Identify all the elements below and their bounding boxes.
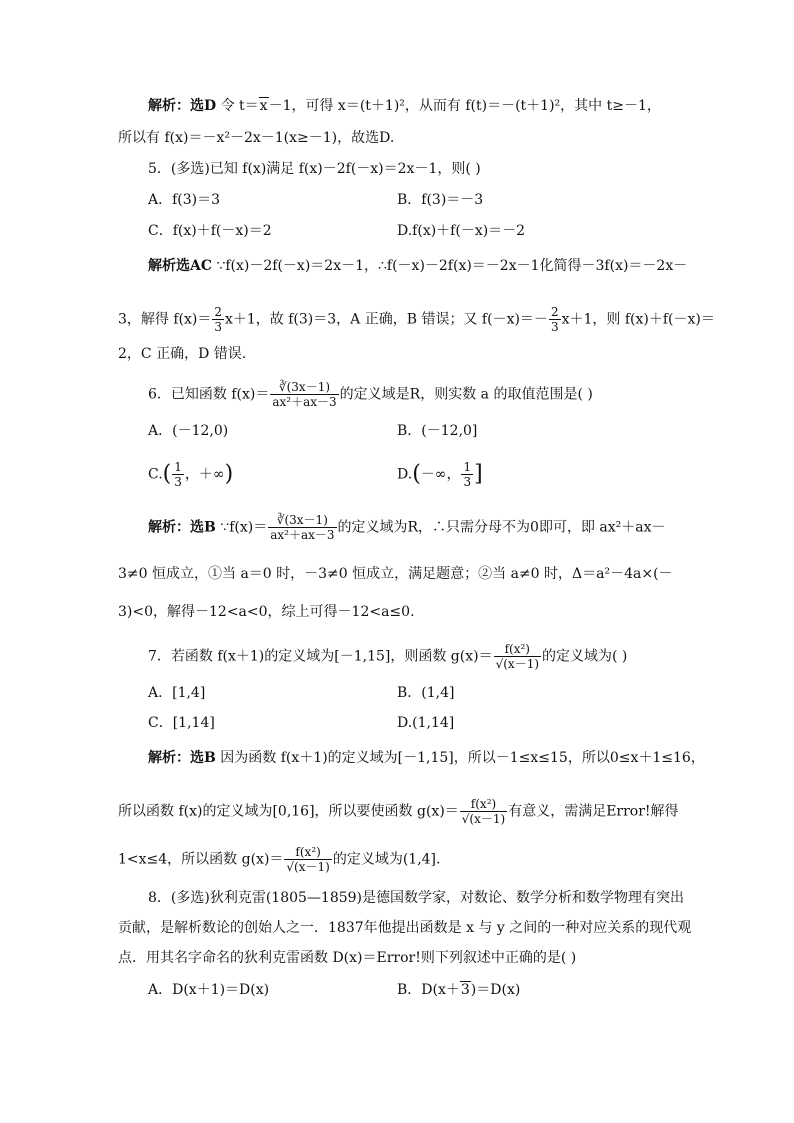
problem-5-option-c: C．f(x)＋f(－x)＝2	[148, 223, 272, 239]
solution-7-line-3: 1<x≤4，所以函数 g(x)＝ $\frac{\text{f(x²)}}{√(x-1)}$ 的定义域为(1,4].	[118, 845, 441, 874]
problem-5-option-d: D.f(x)＋f(－x)＝－2	[397, 223, 526, 239]
solution-7-line-2: 所以函数 f(x)的定义域为[0,16]，所以要使函数 g(x)＝ $\frac{\text{f(x²)}}{√(x-1)}$ 有意义，需满足Error!解得	[118, 797, 679, 826]
solution-5-line-2: 3，解得 f(x)＝ $\frac{2}{3}$ x＋1，故 f(3)＝3，A 正确，B 错误；又 f(－x)＝－ $\frac{2}{3}$ x＋1，则 f(x)＋f(－x)＝	[118, 305, 715, 334]
problem-7-option-a: A．[1,4]	[148, 685, 206, 701]
problem-6-stem: 6．已知函数 f(x)＝ $\frac{∛(3x-1)}{\text{ax²＋ax－3}}$ 的定义域是R，则实数 a 的取值范围是( )	[148, 380, 593, 409]
problem-6-option-a: A．(－12,0)	[148, 423, 229, 439]
problem-8-line-1: 8．(多选)狄利克雷(1805—1859)是德国数学家，对数论、数学分析和数学物理有突出	[148, 890, 685, 906]
problem-7-option-b: B．(1,4]	[397, 685, 455, 701]
problem-8-line-2: 贡献，是解析数论的创始人之一．1837年他提出函数是 x 与 y 之间的一种对应关系的现代观	[118, 920, 692, 936]
problem-7-option-d: D.(1,14]	[397, 715, 455, 731]
solution-5-line-1: 解析选AC ∵f(x)－2f(－x)＝2x－1，∴f(－x)－2f(x)＝－2x－1化简得－3f(x)＝－2x－	[148, 258, 688, 274]
problem-6-option-c: C.( $\frac{1}{3}$ ，＋∞)	[148, 460, 234, 489]
solution-5-line-3: 2，C 正确，D 错误.	[118, 346, 247, 362]
problem-5-option-b: B．f(3)＝－3	[397, 192, 484, 208]
solution-6-line-2: 3≠0 恒成立，①当 a＝0 时，－3≠0 恒成立，满足题意；②当 a≠0 时，Δ＝a²－4a×(－	[118, 566, 673, 582]
problem-7-option-c: C．[1,14]	[148, 715, 215, 731]
solution-6-line-3: 3)<0，解得－12<a<0，综上可得－12<a≤0.	[118, 604, 415, 620]
problem-6-option-d: D.(－∞， $\frac{1}{3}$ ]	[397, 460, 483, 489]
problem-7-stem: 7．若函数 f(x＋1)的定义域为[－1,15]，则函数 g(x)＝ $\frac{\text{f(x²)}}{√(x-1)}$ 的定义域为( )	[148, 642, 628, 671]
problem-8-option-b: B．D(x＋3)＝D(x)	[397, 982, 521, 998]
problem-5-stem: 5．(多选)已知 f(x)满足 f(x)－2f(－x)＝2x－1，则( )	[148, 161, 481, 177]
problem-6-option-b: B．(－12,0]	[397, 423, 478, 439]
solution-4-line-2: 所以有 f(x)＝－x²－2x－1(x≥－1)，故选D.	[118, 130, 395, 146]
problem-5-option-a: A．f(3)＝3	[148, 192, 221, 208]
problem-8-line-3: 点．用其名字命名的狄利克雷函数 D(x)＝Error!则下列叙述中正确的是( )	[118, 950, 577, 966]
problem-8-option-a: A．D(x＋1)＝D(x)	[148, 982, 270, 998]
solution-7-line-1: 解析：选B 因为函数 f(x＋1)的定义域为[－1,15]，所以－1≤x≤15，所以0≤x＋1≤16，	[148, 750, 705, 766]
solution-4-line-1: 解析：选D 令 t＝x－1，可得 x＝(t＋1)²，从而有 f(t)＝－(t＋1)²，其中 t≥－1，	[148, 98, 661, 114]
solution-6-line-1: 解析：选B ∵f(x)＝ $\frac{∛(3x-1)}{\text{ax²＋ax－3}}$ 的定义域为R，∴只需分母不为0即可，即 ax²＋ax－	[148, 513, 666, 542]
